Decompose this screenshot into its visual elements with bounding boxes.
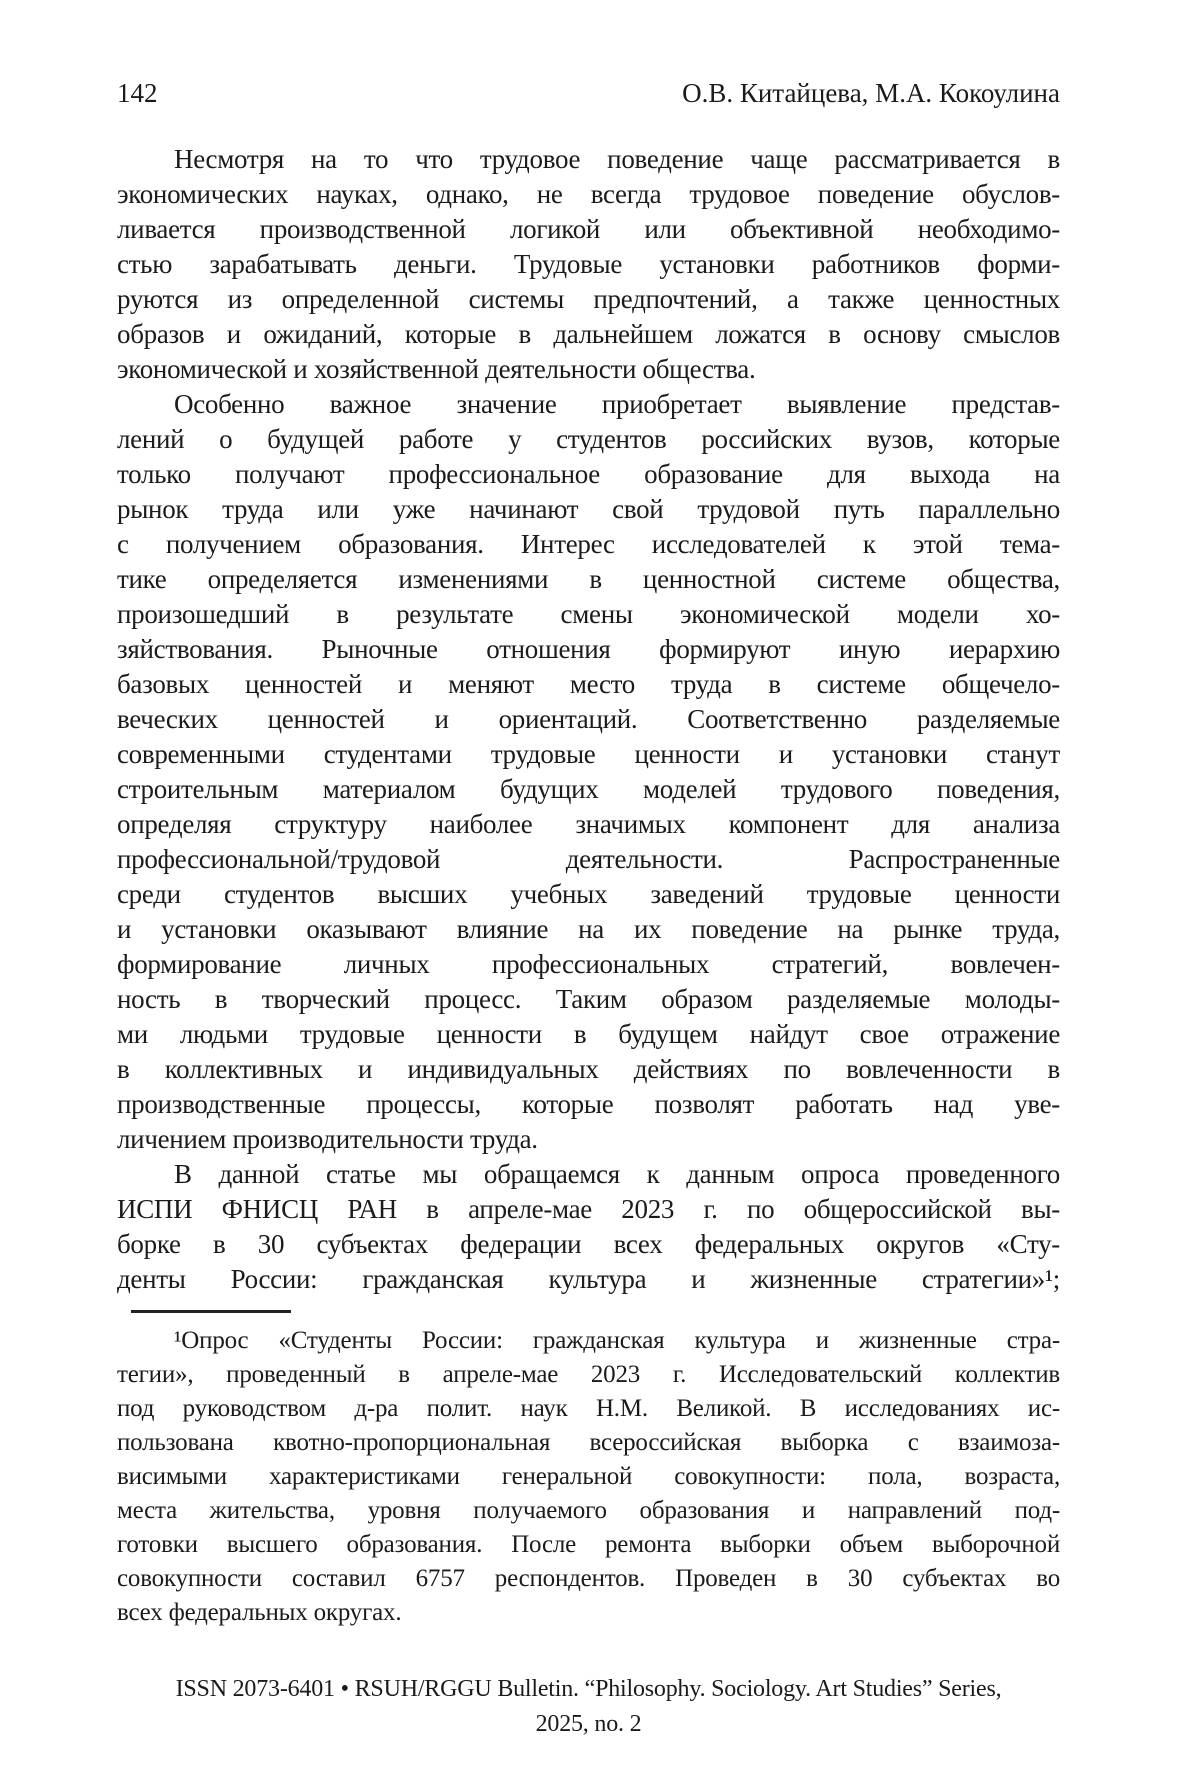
- text-line: под руководством д-ра полит. наук Н.М. Великой. В исследованиях ис-: [117, 1395, 1060, 1422]
- paragraph-3: [117, 1157, 1060, 1297]
- text-line: формирование личных профессиональных стратегий, вовлечен-: [117, 949, 1060, 979]
- text-line: среди студентов высших учебных заведений трудовые ценности: [117, 879, 1060, 909]
- page-number: 142: [117, 78, 158, 108]
- paragraph-2: [117, 387, 1060, 1157]
- text-line: готовки высшего образования. После ремонта выборки объем выборочной: [117, 1531, 1060, 1558]
- text-line: стью зарабатывать деньги. Трудовые установки работников форми-: [117, 249, 1060, 279]
- text-line: строительным материалом будущих моделей трудового поведения,: [117, 774, 1060, 804]
- text-line: и установки оказывают влияние на их поведение на рынке труда,: [117, 914, 1060, 944]
- text-line: в коллективных и индивидуальных действиях по вовлеченности в: [117, 1054, 1060, 1084]
- footer-journal-info: ISSN 2073-6401 • RSUH/RGGU Bulletin. “Philosophy. Sociology. Art Studies” Series,: [175, 1676, 1002, 1702]
- text-line: денты России: гражданская культура и жизненные стратегии»¹;: [117, 1264, 1060, 1294]
- text-line: места жительства, уровня получаемого образования и направлений под-: [117, 1497, 1060, 1524]
- running-head-authors: О.В. Китайцева, М.А. Кокоулина: [682, 78, 1060, 108]
- text-line: производственные процессы, которые позволят работать над уве-: [117, 1089, 1060, 1119]
- footnote: [117, 1324, 1060, 1630]
- text-line: профессиональной/трудовой деятельности. Распространенные: [117, 844, 1060, 874]
- text-line: руются из определенной системы предпочтений, а также ценностных: [117, 284, 1060, 314]
- text-line: висимыми характеристиками генеральной совокупности: пола, возраста,: [117, 1463, 1060, 1490]
- text-line: ¹Опрос «Студенты России: гражданская культура и жизненные стра-: [174, 1327, 1060, 1354]
- text-line: Несмотря на то что трудовое поведение чаще рассматривается в: [174, 144, 1060, 174]
- text-line: рынок труда или уже начинают свой трудовой путь параллельно: [117, 494, 1060, 524]
- text-line: личением производительности труда.: [117, 1124, 538, 1154]
- text-line: ИСПИ ФНИСЦ РАН в апреле-мае 2023 г. по общероссийской вы-: [117, 1194, 1060, 1224]
- article-body: [117, 142, 1060, 1297]
- text-line: образов и ожиданий, которые в дальнейшем ложатся в основу смыслов: [117, 319, 1060, 349]
- text-line: Особенно важное значение приобретает выявление представ-: [174, 389, 1060, 419]
- text-line: ность в творческий процесс. Таким образом разделяемые молоды-: [117, 984, 1060, 1014]
- text-line: ми людьми трудовые ценности в будущем найдут свое отражение: [117, 1019, 1060, 1049]
- text-line: борке в 30 субъектах федерации всех федеральных округов «Сту-: [117, 1229, 1060, 1259]
- text-line: В данной статье мы обращаемся к данным опроса проведенного: [174, 1159, 1060, 1189]
- text-line: тегии», проведенный в апреле-мае 2023 г. Исследовательский коллектив: [117, 1361, 1060, 1388]
- text-line: совокупности составил 6757 респондентов. Проведен в 30 субъектах во: [117, 1565, 1060, 1592]
- footnote-divider: [131, 1310, 291, 1313]
- text-line: только получают профессиональное образование для выхода на: [117, 459, 1060, 489]
- text-line: с получением образования. Интерес исследователей к этой тема-: [117, 529, 1060, 559]
- text-line: определяя структуру наиболее значимых компонент для анализа: [117, 809, 1060, 839]
- page-footer: [117, 1672, 1060, 1742]
- text-line: веческих ценностей и ориентаций. Соответственно разделяемые: [117, 704, 1060, 734]
- text-line: базовых ценностей и меняют место труда в системе общечело-: [117, 669, 1060, 699]
- text-line: произошедший в результате смены экономической модели хо-: [117, 599, 1060, 629]
- text-line: зяйствования. Рыночные отношения формируют иную иерархию: [117, 634, 1060, 664]
- text-line: современными студентами трудовые ценности и установки станут: [117, 739, 1060, 769]
- text-line: всех федеральных округах.: [117, 1599, 402, 1626]
- text-line: лений о будущей работе у студентов российских вузов, которые: [117, 424, 1060, 454]
- footer-issue-number: 2025, no. 2: [535, 1711, 642, 1737]
- paragraph-1: [117, 142, 1060, 387]
- text-line: тике определяется изменениями в ценностной системе общества,: [117, 564, 1060, 594]
- page-header: [117, 78, 1060, 108]
- text-line: экономической и хозяйственной деятельности общества.: [117, 354, 756, 384]
- text-line: ливается производственной логикой или объективной необходимо-: [117, 214, 1060, 244]
- text-line: экономических науках, однако, не всегда трудовое поведение обуслов-: [117, 179, 1060, 209]
- text-line: пользована квотно-пропорциональная всероссийская выборка с взаимоза-: [117, 1429, 1060, 1456]
